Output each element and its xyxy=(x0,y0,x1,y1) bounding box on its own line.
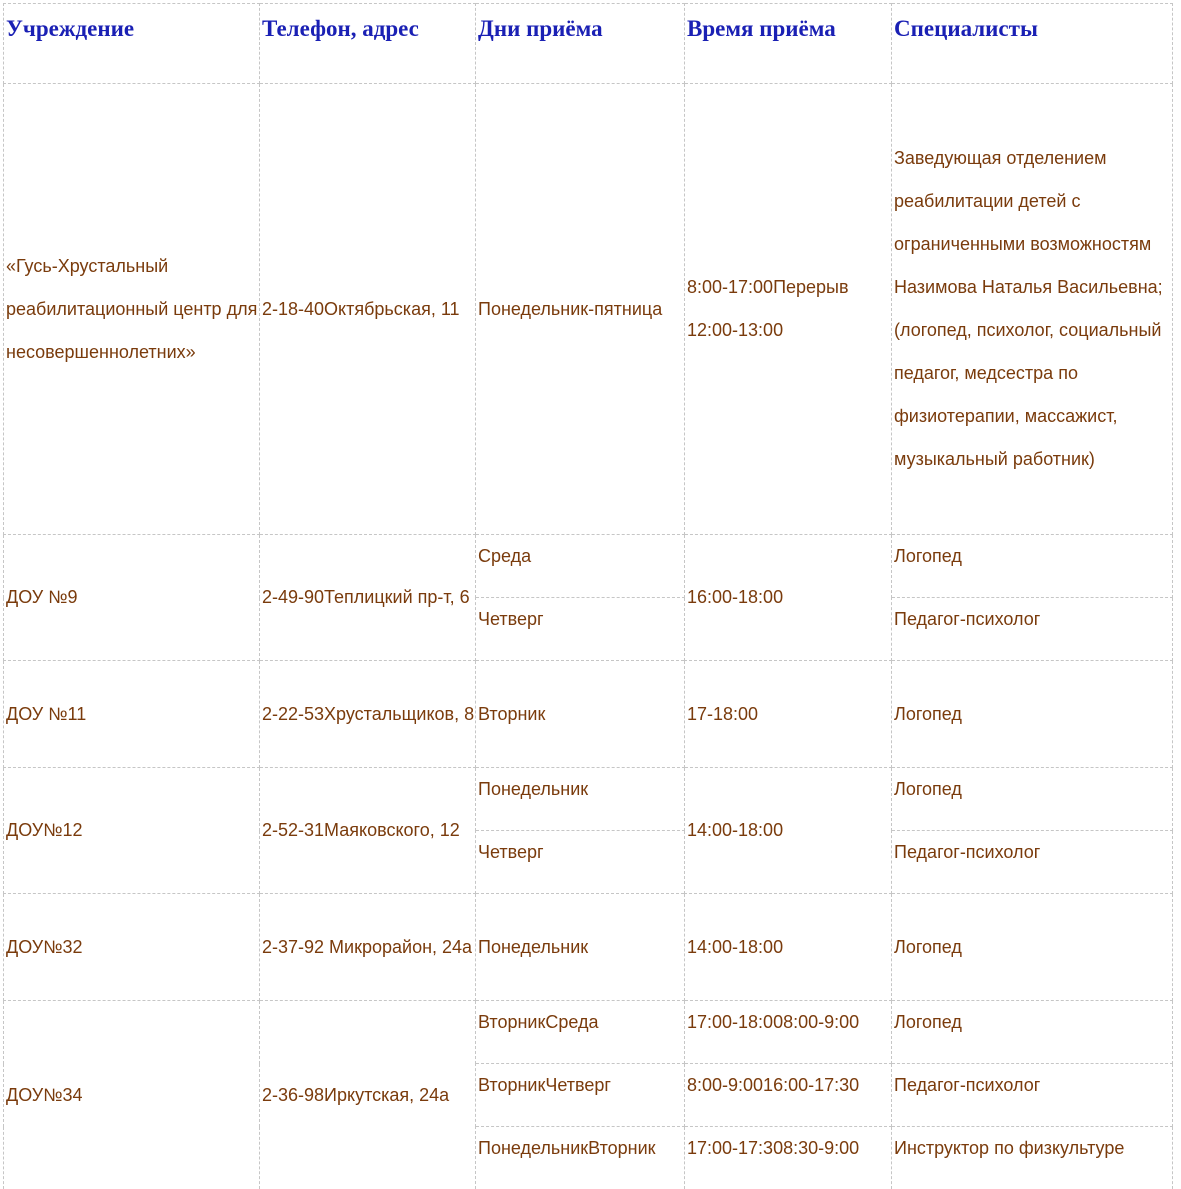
institution-cell: ДОУ №11 xyxy=(4,661,260,768)
days-cell: Вторник xyxy=(476,661,685,768)
specialists-cell: Заведующая отделением реабилитации детей с ограниченными возможностям Назимова Наталья Васильевна; (логопед, психолог, социальный педагог, медсестра по физиотерапии, массажист, музыкальный работник) xyxy=(892,84,1173,535)
time-cell: 8:00-17:00Перерыв 12:00-13:00 xyxy=(685,84,892,535)
contact-cell: 2-22-53Хрустальщиков, 8 xyxy=(260,661,476,768)
specialists-cell: Логопед xyxy=(892,894,1173,1001)
specialists-cell: Логопед xyxy=(892,661,1173,768)
days-cell: ВторникСреда xyxy=(476,1001,685,1064)
specialists-cell: Логопед xyxy=(892,1001,1173,1064)
days-cell: ПонедельникВторник xyxy=(476,1127,685,1189)
schedule-table xyxy=(3,3,1173,1189)
institution-cell: «Гусь-Хрустальный реабилитационный центр для несовершеннолетних» xyxy=(4,84,260,535)
days-cell: Понедельник xyxy=(476,894,685,1001)
specialists-cell: Педагог-психолог xyxy=(892,831,1173,894)
time-cell: 14:00-18:00 xyxy=(685,894,892,1001)
time-cell: 17:00-18:008:00-9:00 xyxy=(685,1001,892,1064)
table-row xyxy=(4,661,1173,768)
specialists-cell: Инструктор по физкультуре xyxy=(892,1127,1173,1189)
contact-cell: 2-37-92 Микрорайон, 24а xyxy=(260,894,476,1001)
table-row xyxy=(4,768,1173,831)
days-cell: Среда xyxy=(476,535,685,598)
days-cell: Четверг xyxy=(476,598,685,661)
institution-cell: ДОУ№12 xyxy=(4,768,260,894)
institution-cell: ДОУ№34 xyxy=(4,1001,260,1189)
time-cell: 17-18:00 xyxy=(685,661,892,768)
contact-cell: 2-52-31Маяковского, 12 xyxy=(260,768,476,894)
time-cell: 8:00-9:0016:00-17:30 xyxy=(685,1064,892,1127)
table-row xyxy=(4,84,1173,535)
specialists-cell: Логопед xyxy=(892,768,1173,831)
header-contact: Телефон, адрес xyxy=(260,4,476,84)
table-row xyxy=(4,1001,1173,1064)
days-cell: Четверг xyxy=(476,831,685,894)
header-time: Время приёма xyxy=(685,4,892,84)
header-days: Дни приёма xyxy=(476,4,685,84)
table-row xyxy=(4,535,1173,598)
specialists-cell: Педагог-психолог xyxy=(892,598,1173,661)
days-cell: Понедельник-пятница xyxy=(476,84,685,535)
time-cell: 17:00-17:308:30-9:00 xyxy=(685,1127,892,1189)
institution-cell: ДОУ №9 xyxy=(4,535,260,661)
table-row xyxy=(4,894,1173,1001)
contact-cell: 2-18-40Октябрьская, 11 xyxy=(260,84,476,535)
time-cell: 16:00-18:00 xyxy=(685,535,892,661)
contact-cell: 2-49-90Теплицкий пр-т, 6 xyxy=(260,535,476,661)
institution-cell: ДОУ№32 xyxy=(4,894,260,1001)
header-institution: Учреждение xyxy=(4,4,260,84)
header-row xyxy=(4,4,1173,84)
days-cell: Понедельник xyxy=(476,768,685,831)
days-cell: ВторникЧетверг xyxy=(476,1064,685,1127)
time-cell: 14:00-18:00 xyxy=(685,768,892,894)
specialists-cell: Логопед xyxy=(892,535,1173,598)
header-specialists: Специалисты xyxy=(892,4,1173,84)
contact-cell: 2-36-98Иркутская, 24а xyxy=(260,1001,476,1189)
specialists-cell: Педагог-психолог xyxy=(892,1064,1173,1127)
